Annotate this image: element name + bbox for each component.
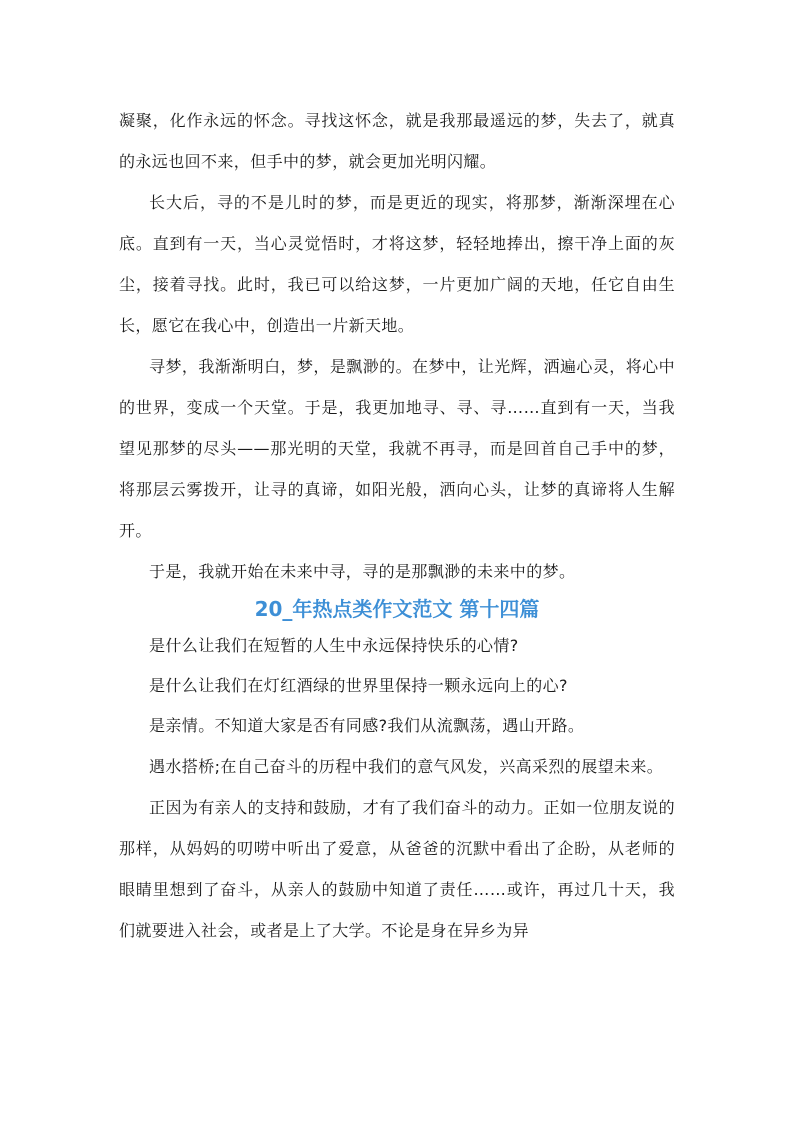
paragraph: 于是，我就开始在未来中寻，寻的是那飘渺的未来中的梦。 bbox=[149, 562, 576, 581]
paragraph: 寻梦，我渐渐明白，梦，是飘渺的。在梦中，让光辉，洒遍心灵，将心中的世界，变成一个天堂。于是，我更加地寻、寻、寻……直到有一天，当我望见那梦的尽头——那光明的天堂，我就不再寻，而是回首自己手中的梦，将那层云雾拨开，让寻的真谛，如阳光般，洒向心头，让梦的真谛将人生解开。 bbox=[119, 357, 675, 540]
paragraph: 遇水搭桥;在自己奋斗的历程中我们的意气风发，兴高采烈的展望未来。 bbox=[149, 757, 664, 776]
paragraph-continued: 凝聚，化作永远的怀念。寻找这怀念，就是我那最遥远的梦，失去了，就真的永远也回不来，但手中的梦，就会更加光明闪耀。 bbox=[119, 111, 675, 171]
paragraph: 正因为有亲人的支持和鼓励，才有了我们奋斗的动力。正如一位朋友说的那样，从妈妈的叨唠中听出了爱意，从爸爸的沉默中看出了企盼，从老师的眼睛里想到了奋斗，从亲人的鼓励中知道了责任……或许，再过几十天，我们就要进入社会，或者是上了大学。不论是身在异乡为异 bbox=[119, 798, 675, 940]
paragraph: 是什么让我们在短暂的人生中永远保持快乐的心情? bbox=[149, 636, 519, 655]
paragraph: 是什么让我们在灯红酒绿的世界里保持一颗永远向上的心? bbox=[149, 676, 568, 695]
paragraph: 长大后，寻的不是儿时的梦，而是更近的现实，将那梦，渐渐深埋在心底。直到有一天，当心灵觉悟时，才将这梦，轻轻地捧出，擦干净上面的灰尘，接着寻找。此时，我已可以给这梦，一片更加广阔的天地，任它自由生长，愿它在我心中，创造出一片新天地。 bbox=[119, 193, 675, 335]
document-body bbox=[119, 100, 675, 951]
paragraph: 是亲情。不知道大家是否有同感?我们从流飘荡，遇山开路。 bbox=[149, 716, 585, 735]
section-heading: 20_年热点类作文范文 第十四篇 bbox=[254, 597, 540, 621]
